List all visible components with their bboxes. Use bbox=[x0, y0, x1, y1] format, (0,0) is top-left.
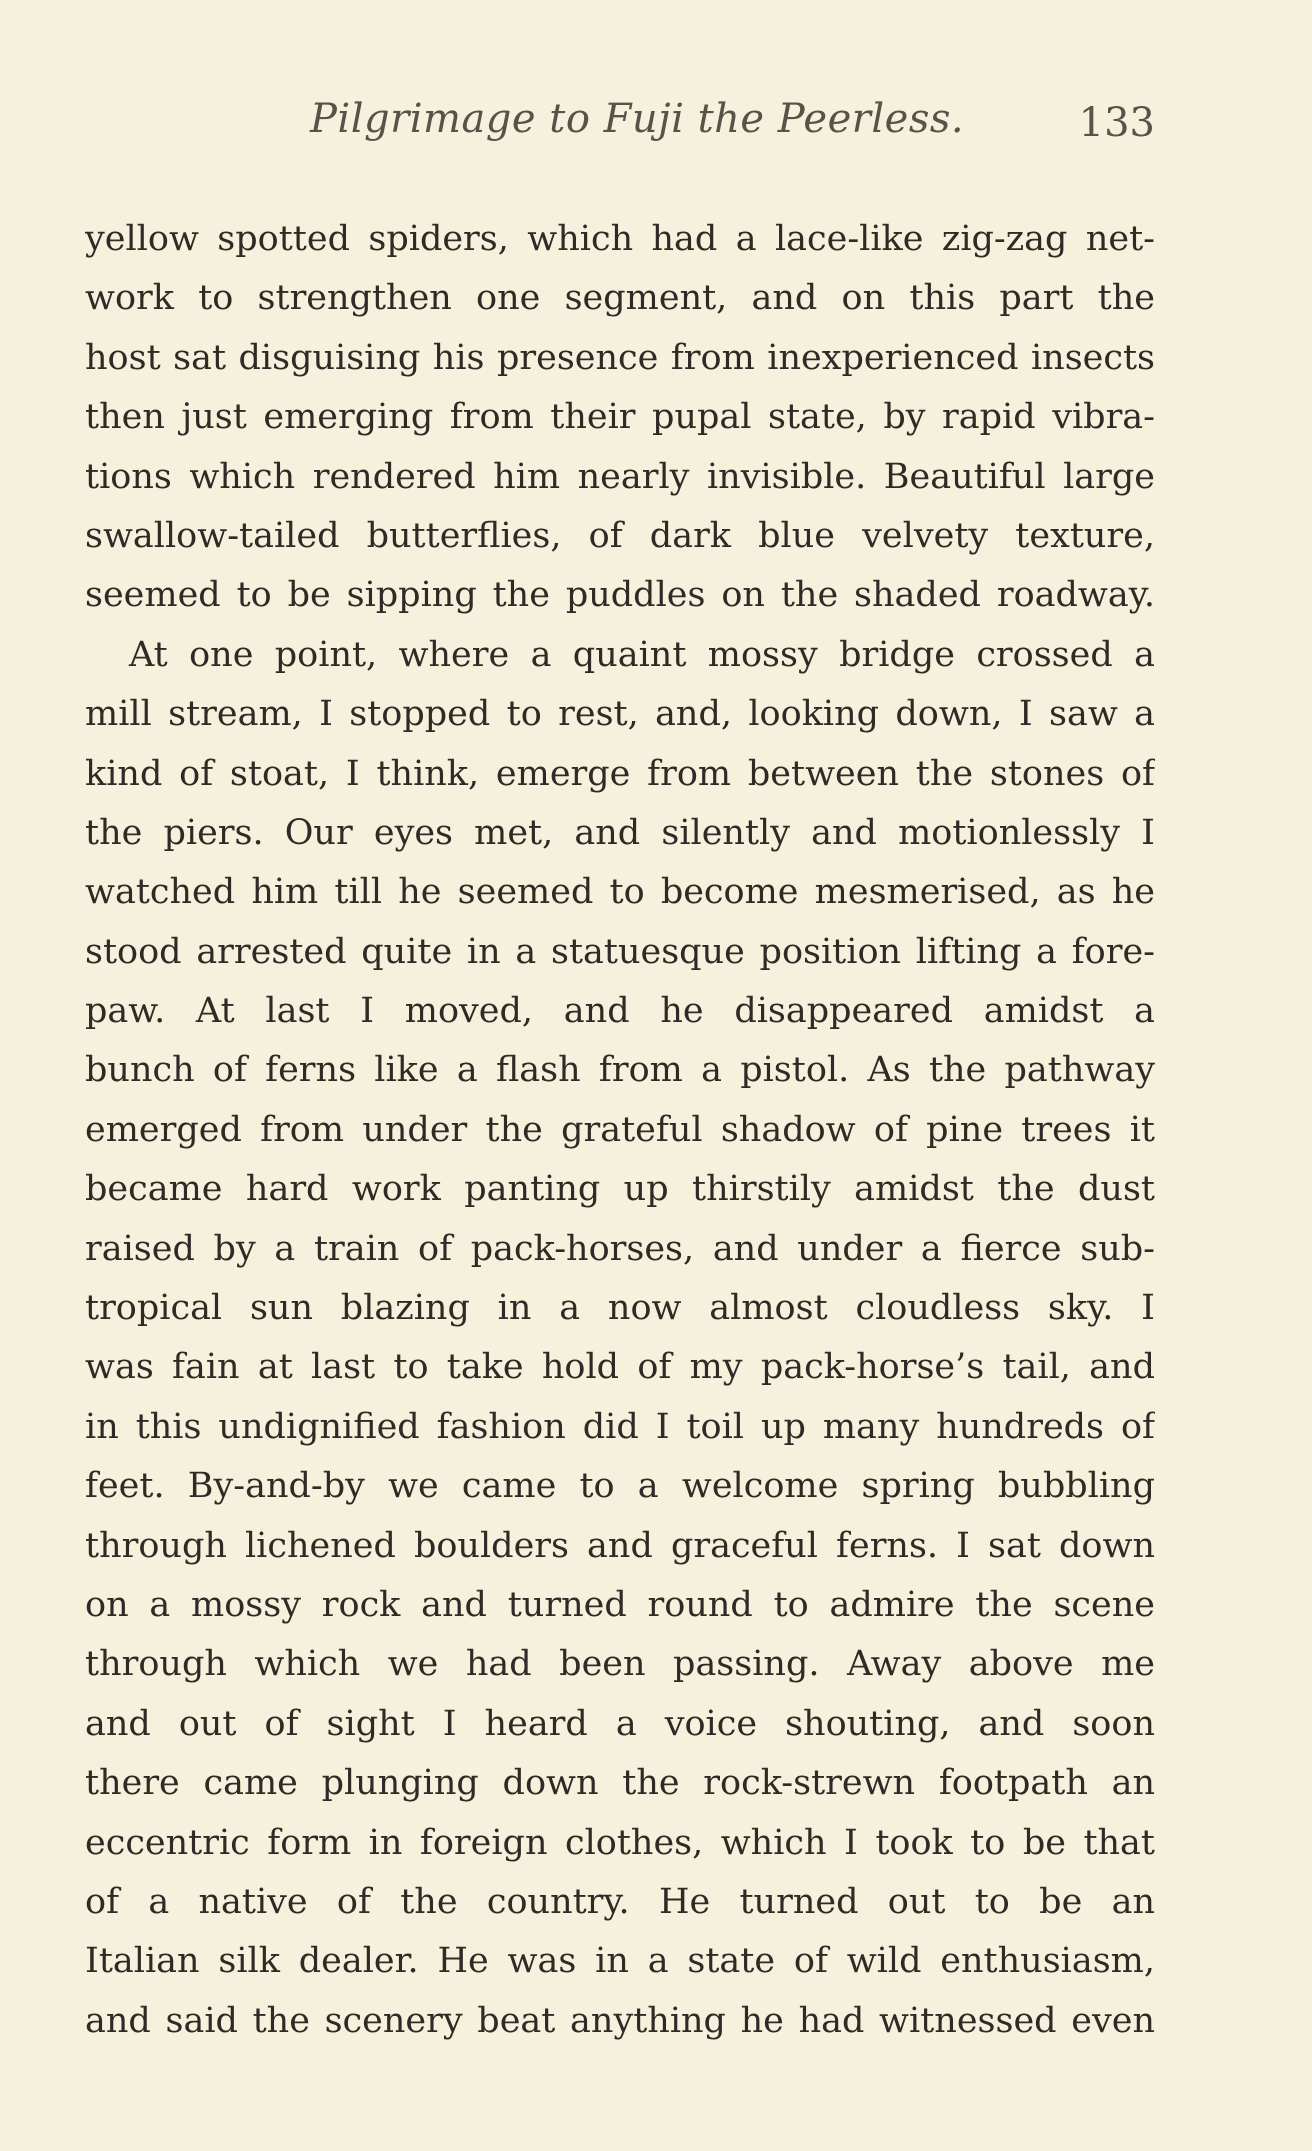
text-line: watched him till he seemed to become mesmerised, as he bbox=[85, 872, 1155, 913]
text-line: and said the scenery beat anything he had witnessed even bbox=[85, 2000, 1155, 2041]
text-line: and out of sight I heard a voice shouting, and soon bbox=[85, 1703, 1155, 1744]
text-line: work to strengthen one segment, and on this part the bbox=[85, 278, 1155, 319]
text-line: the piers. Our eyes met, and silently and motionlessly I bbox=[85, 812, 1155, 853]
text-line: of a native of the country. He turned out to be an bbox=[85, 1881, 1155, 1922]
text-line: mill stream, I stopped to rest, and, looking down, I saw a bbox=[85, 694, 1155, 735]
text-line: eccentric form in foreign clothes, which I took to be that bbox=[85, 1822, 1155, 1863]
text-line: host sat disguising his presence from inexperienced insects bbox=[85, 337, 1155, 378]
text-line: feet. By-and-by we came to a welcome spring bubbling bbox=[85, 1466, 1155, 1507]
text-line: raised by a train of pack-horses, and under a fierce sub- bbox=[85, 1228, 1155, 1269]
text-line: yellow spotted spiders, which had a lace-like zig-zag net- bbox=[85, 219, 1155, 259]
text-line: became hard work panting up thirstily amidst the dust bbox=[85, 1169, 1155, 1210]
page-number: 133 bbox=[1078, 100, 1155, 146]
text-line: through which we had been passing. Away above me bbox=[85, 1644, 1155, 1685]
text-line: there came plunging down the rock-strewn footpath an bbox=[85, 1763, 1155, 1804]
body-text bbox=[85, 210, 1155, 2051]
text-line: At one point, where a quaint mossy bridge crossed a bbox=[129, 634, 1155, 675]
text-line: tions which rendered him nearly invisible. Beautiful large bbox=[85, 456, 1155, 497]
text-line: swallow-tailed butterflies, of dark blue velvety texture, bbox=[85, 515, 1155, 556]
text-line: then just emerging from their pupal state, by rapid vibra- bbox=[85, 397, 1155, 438]
text-line: seemed to be sipping the puddles on the shaded roadway. bbox=[85, 575, 1155, 616]
running-title: Pilgrimage to Fuji the Peerless. bbox=[310, 96, 965, 142]
text-line: kind of stoat, I think, emerge from between the stones of bbox=[85, 753, 1155, 794]
text-line: was fain at last to take hold of my pack-horse’s tail, and bbox=[85, 1347, 1155, 1388]
text-line: through lichened boulders and graceful ferns. I sat down bbox=[85, 1525, 1155, 1566]
text-line: on a mossy rock and turned round to admire the scene bbox=[85, 1584, 1155, 1625]
text-line: Italian silk dealer. He was in a state of wild enthusiasm, bbox=[85, 1941, 1155, 1982]
text-line: paw. At last I moved, and he disappeared amidst a bbox=[85, 991, 1155, 1032]
text-line: emerged from under the grateful shadow of pine trees it bbox=[85, 1109, 1155, 1150]
text-line: bunch of ferns like a flash from a pistol. As the pathway bbox=[85, 1050, 1155, 1091]
running-head bbox=[85, 96, 1155, 156]
text-line: tropical sun blazing in a now almost cloudless sky. I bbox=[85, 1288, 1155, 1329]
text-line: in this undignified fashion did I toil up many hundreds of bbox=[85, 1406, 1155, 1447]
text-line: stood arrested quite in a statuesque position lifting a fore- bbox=[85, 931, 1155, 972]
